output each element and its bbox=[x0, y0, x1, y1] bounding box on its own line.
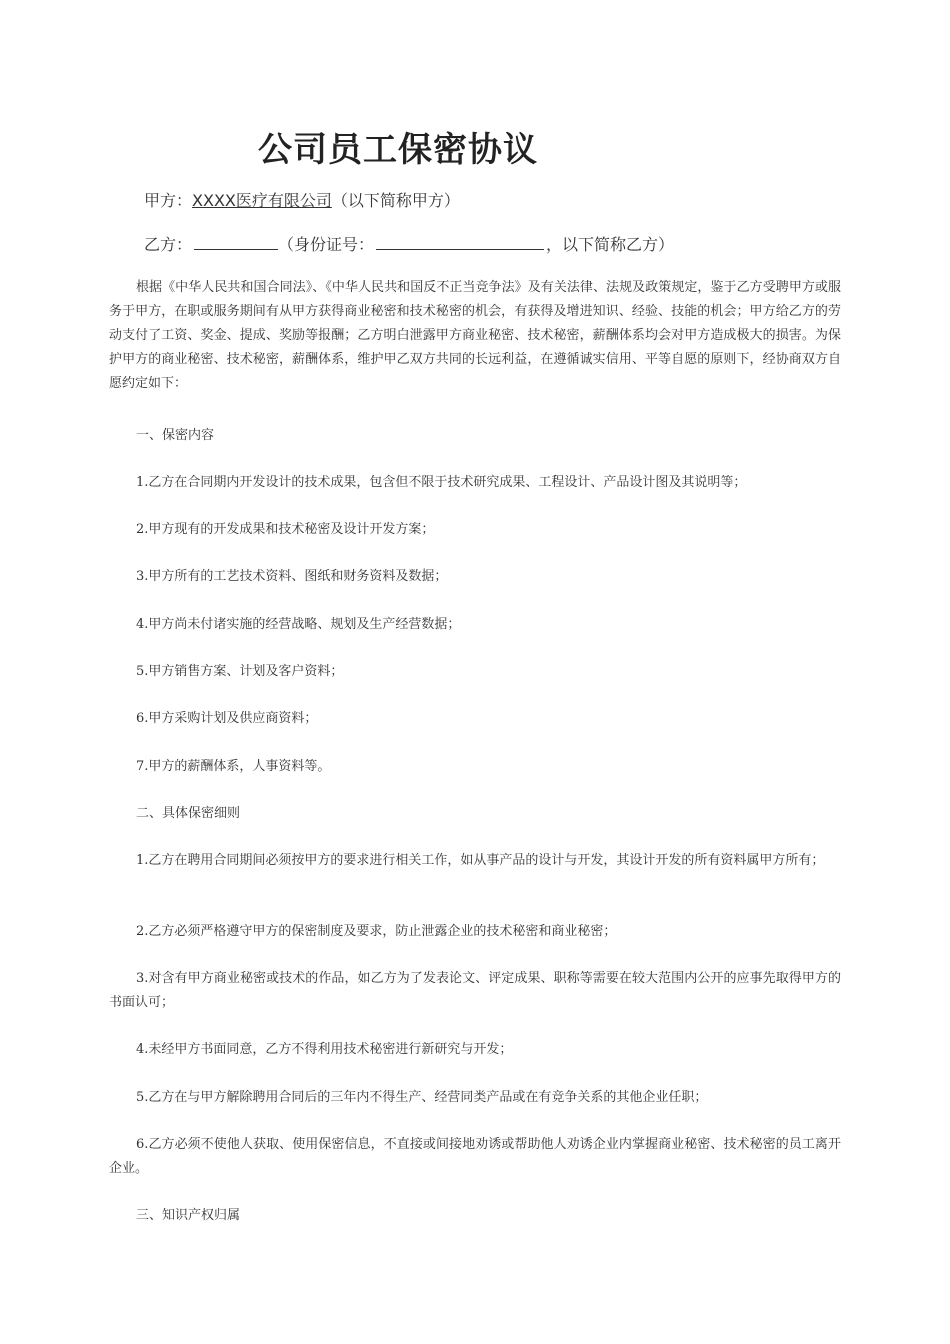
list-item: 2.乙方必须严格遵守甲方的保密制度及要求，防止泄露企业的技术秘密和商业秘密； bbox=[136, 924, 617, 939]
list-item: 7.甲方的薪酬体系，人事资料等。 bbox=[136, 759, 331, 774]
list-item: 6.乙方必须不使他人获取、使用保密信息，不直接或间接地劝诱或帮助他人劝诱企业内掌握商业秘密、技术秘密的员工离开企业。 bbox=[109, 1137, 841, 1176]
party-b-id-blank bbox=[376, 235, 544, 250]
list-item: 5.甲方销售方案、计划及客户资料； bbox=[136, 664, 344, 679]
party-b-line bbox=[144, 232, 674, 255]
list-item: 5.乙方在与甲方解除聘用合同后的三年内不得生产、经营同类产品或在有竞争关系的其他企业任职； bbox=[136, 1090, 708, 1105]
party-a-suffix: （以下简称甲方） bbox=[331, 191, 460, 210]
list-item: 4.未经甲方书面同意，乙方不得利用技术秘密进行新研究与开发； bbox=[136, 1042, 513, 1057]
list-item: 2.甲方现有的开发成果和技术秘密及设计开发方案； bbox=[136, 522, 435, 537]
party-a-prefix: 甲方： bbox=[144, 191, 193, 210]
section-heading: 二、具体保密细则 bbox=[136, 806, 241, 821]
list-item: 3.对含有甲方商业秘密或技术的作品，如乙方为了发表论文、评定成果、职称等需要在较大范围内公开的应事先取得甲方的书面认可； bbox=[109, 971, 841, 1010]
list-item: 4.甲方尚未付诸实施的经营战略、规划及生产经营数据； bbox=[136, 617, 461, 632]
party-b-name-blank bbox=[194, 235, 278, 250]
party-b-prefix: 乙方： bbox=[144, 235, 193, 254]
party-a-company: XXXX医疗有限公司 bbox=[192, 191, 332, 210]
section-heading: 一、保密内容 bbox=[136, 428, 215, 443]
party-b-id-label: （身份证号： bbox=[278, 235, 375, 254]
list-item: 1.乙方在聘用合同期间必须按甲方的要求进行相关工作，如从事产品的设计与开发，其设计开发的所有资料属甲方所有； bbox=[136, 853, 825, 868]
party-a-line bbox=[144, 188, 460, 211]
document-title: 公司员工保密协议 bbox=[258, 130, 538, 170]
party-b-suffix: ，以下简称乙方） bbox=[546, 235, 675, 254]
list-item: 3.甲方所有的工艺技术资料、图纸和财务资料及数据； bbox=[136, 569, 448, 584]
section-heading: 三、知识产权归属 bbox=[136, 1208, 241, 1223]
intro-paragraph: 根据《中华人民共和国合同法》、《中华人民共和国反不正当竞争法》及有关法律、法规及政策规定，鉴于乙方受聘甲方或服务于甲方，在职或服务期间有从甲方获得商业秘密和技术秘密的机会，有获得及增进知识、经验、技能的机会；甲方给乙方的劳动支付了工资、奖金、提成、奖励等报酬；乙方明白泄露甲方商业秘密、技术秘密，薪酬体系均会对甲方造成极大的损害。为保护甲方的商业秘密、技术秘密，薪酬体系，维护甲乙双方共同的长远利益，在遵循诚实信用、平等自愿的原则下，经协商双方自愿约定如下： bbox=[109, 280, 841, 391]
list-item: 6.甲方采购计划及供应商资料； bbox=[136, 711, 318, 726]
list-item: 1.乙方在合同期内开发设计的技术成果，包含但不限于技术研究成果、工程设计、产品设计图及其说明等； bbox=[136, 475, 747, 490]
